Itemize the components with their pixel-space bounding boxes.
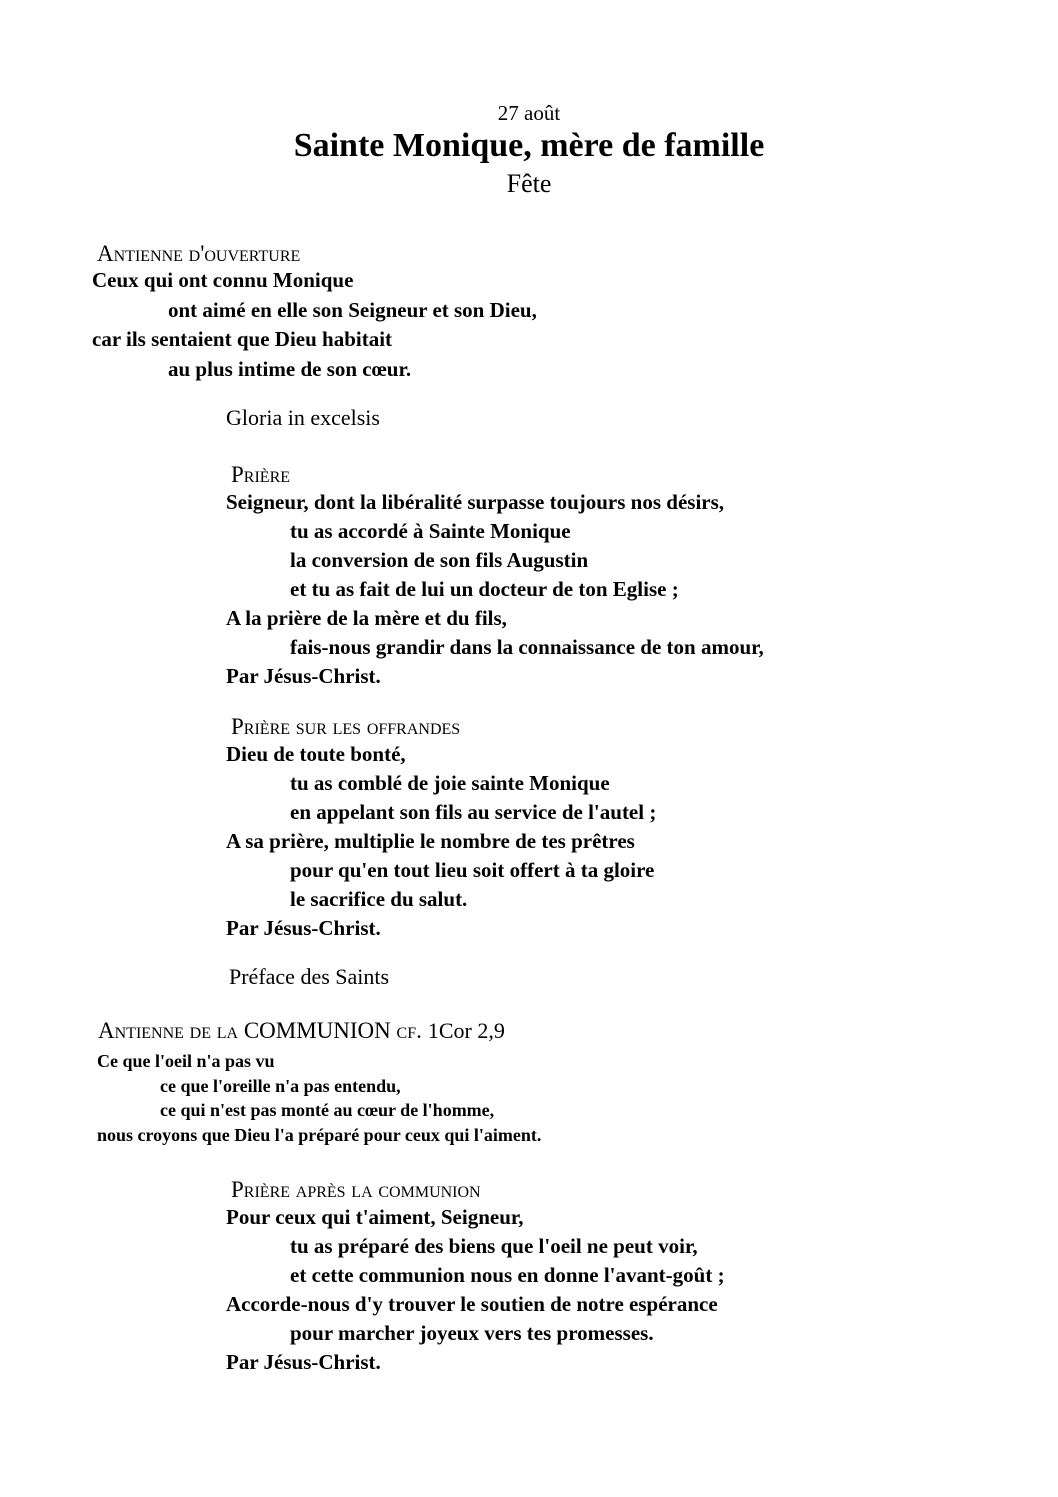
prayer-line: et tu as fait de lui un docteur de ton Eglise ;: [290, 577, 679, 601]
antiphon-line: ce que l'oreille n'a pas entendu,: [160, 1075, 401, 1096]
feast-rank: Fête: [506, 169, 552, 198]
communion-heading-label: Antienne de la COMMUNION cf.: [98, 1018, 422, 1043]
scripture-reference: 1Cor 2,9: [427, 1018, 505, 1043]
offertory-prayer-text: [226, 740, 656, 943]
communion-antiphon-text: [97, 1049, 541, 1147]
prayer-line: le sacrifice du salut.: [290, 887, 468, 911]
prayer-line: Pour ceux qui t'aiment, Seigneur,: [226, 1205, 524, 1229]
antiphon-line: ont aimé en elle son Seigneur et son Dieu,: [168, 297, 537, 322]
prayer-line: pour qu'en tout lieu soit offert à ta gloire: [290, 858, 655, 882]
section-heading-opening-antiphon: Antienne d'ouverture: [97, 241, 301, 266]
prayer-line: fais-nous grandir dans la connaissance de ton amour,: [290, 635, 764, 659]
feast-date: 27 août: [497, 101, 561, 125]
prayer-line: en appelant son fils au service de l'autel ;: [290, 800, 657, 824]
gloria-rubric: Gloria in excelsis: [226, 405, 380, 430]
prayer-line: A sa prière, multiplie le nombre de tes prêtres: [226, 829, 635, 853]
prayer-line: pour marcher joyeux vers tes promesses.: [290, 1321, 654, 1345]
prayer-line: Dieu de toute bonté,: [226, 742, 406, 766]
prayer-line: Par Jésus-Christ.: [226, 664, 381, 688]
prayer-line: A la prière de la mère et du fils,: [226, 606, 507, 630]
prayer-line: Par Jésus-Christ.: [226, 1350, 381, 1374]
preface-rubric: Préface des Saints: [229, 964, 390, 989]
section-heading-collect: Prière: [231, 462, 291, 487]
antiphon-line: Ce que l'oeil n'a pas vu: [97, 1051, 275, 1071]
section-heading-postcommunion: Prière après la communion: [231, 1177, 481, 1202]
prayer-line: tu as comblé de joie sainte Monique: [290, 771, 610, 795]
section-heading-communion-antiphon: [98, 1017, 505, 1044]
prayer-line: Par Jésus-Christ.: [226, 916, 381, 940]
prayer-line: tu as accordé à Sainte Monique: [290, 519, 571, 543]
antiphon-line: Ceux qui ont connu Monique: [92, 268, 354, 292]
prayer-line: et cette communion nous en donne l'avant-goût ;: [290, 1263, 725, 1287]
antiphon-line: car ils sentaient que Dieu habitait: [92, 327, 393, 351]
opening-antiphon-text: [92, 266, 537, 384]
prayer-line: Seigneur, dont la libéralité surpasse toujours nos désirs,: [226, 490, 725, 514]
page-title: Sainte Monique, mère de famille: [293, 127, 765, 164]
section-heading-offertory: Prière sur les offrandes: [231, 714, 461, 739]
collect-prayer-text: [226, 488, 764, 691]
postcommunion-prayer-text: [226, 1203, 725, 1377]
prayer-line: tu as préparé des biens que l'oeil ne peut voir,: [290, 1234, 698, 1258]
antiphon-line: ce qui n'est pas monté au cœur de l'homme,: [160, 1100, 495, 1120]
antiphon-line: nous croyons que Dieu l'a préparé pour ceux qui l'aiment.: [97, 1124, 542, 1145]
antiphon-line: au plus intime de son cœur.: [168, 356, 412, 381]
prayer-line: la conversion de son fils Augustin: [290, 548, 589, 572]
prayer-line: Accorde-nous d'y trouver le soutien de notre espérance: [226, 1292, 718, 1316]
